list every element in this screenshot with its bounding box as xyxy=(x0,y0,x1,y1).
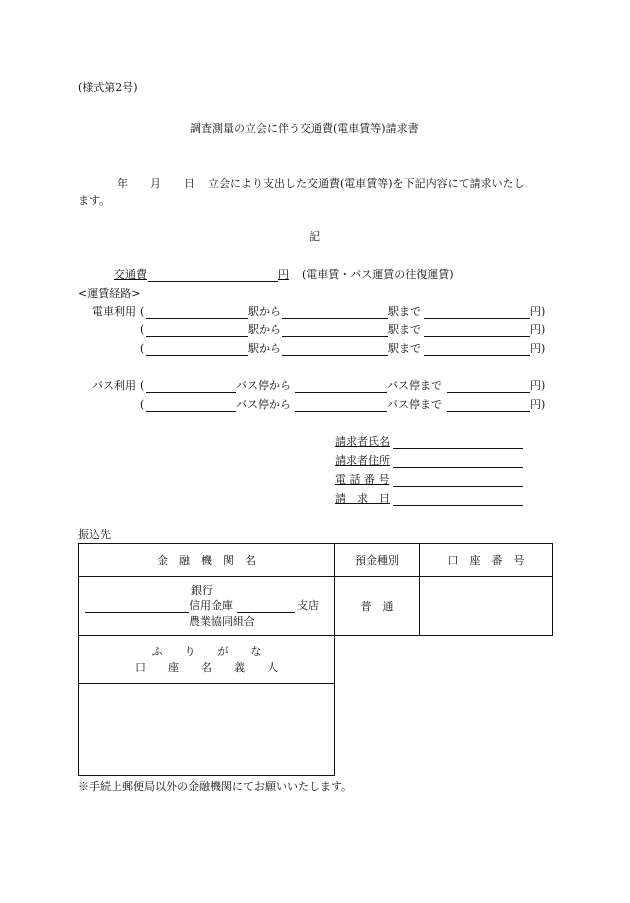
institution-header: 金 融 機 関 名 xyxy=(79,544,335,577)
bus-label: バス利用 xyxy=(92,379,136,392)
transfer-label: 振込先 xyxy=(78,528,111,541)
open-paren: ( xyxy=(140,398,145,411)
institution-cell[interactable] xyxy=(79,577,335,636)
origin-station-line[interactable] xyxy=(146,355,248,356)
from-stop-label: バス停から xyxy=(236,398,291,411)
to-station-label: 駅まで xyxy=(388,323,421,336)
from-station-label: 駅から xyxy=(248,342,281,355)
to-stop-label: バス停まで xyxy=(387,398,442,411)
origin-stop-line[interactable] xyxy=(146,392,236,393)
account-type-value: 普 通 xyxy=(360,600,394,613)
bus-fare-line[interactable] xyxy=(447,411,530,412)
yen-close-paren: 円) xyxy=(530,323,546,336)
ki-heading: 記 xyxy=(309,230,320,243)
document-title: 調査測量の立会に伴う交通費(電車賃等)請求書 xyxy=(190,122,419,135)
destination-station-line[interactable] xyxy=(282,336,388,337)
furigana-label: ふ り が な xyxy=(151,644,262,658)
intro-month: 月 xyxy=(150,177,161,190)
branch-label: 支店 xyxy=(297,599,319,612)
destination-stop-line[interactable] xyxy=(295,411,387,412)
phone-number-line[interactable] xyxy=(393,486,523,487)
open-paren: ( xyxy=(140,379,145,392)
bus-fare-line[interactable] xyxy=(447,392,530,393)
branch-name-line[interactable] xyxy=(237,612,295,613)
request-date-line[interactable] xyxy=(393,505,523,506)
destination-station-line[interactable] xyxy=(282,355,388,356)
fare-label: 交通費 xyxy=(114,268,147,281)
to-stop-label: バス停まで xyxy=(387,379,442,392)
requester-address-label: 請求者住所 xyxy=(335,454,390,467)
open-paren: ( xyxy=(140,342,145,355)
account-type-header: 預金種別 xyxy=(335,544,420,577)
intro-text-line2: ます。 xyxy=(78,194,111,207)
account-holder-name-cell[interactable] xyxy=(79,684,335,776)
yen-close-paren: 円) xyxy=(530,398,546,411)
yen-close-paren: 円) xyxy=(530,342,546,355)
intro-day: 日 xyxy=(184,177,195,190)
destination-station-line[interactable] xyxy=(282,318,388,319)
empty-area xyxy=(335,684,553,776)
destination-stop-line[interactable] xyxy=(295,392,387,393)
footnote: ※手続上郵便局以外の金融機関にてお願いいたします。 xyxy=(78,780,353,793)
account-type-cell xyxy=(335,577,420,636)
empty-area xyxy=(335,636,553,684)
origin-station-line[interactable] xyxy=(146,318,248,319)
train-label: 電車利用 xyxy=(92,305,136,318)
account-number-header: 口 座 番 号 xyxy=(420,544,553,577)
intro-year: 年 xyxy=(117,177,128,190)
open-paren: ( xyxy=(140,323,145,336)
route-heading: <運賃経路> xyxy=(78,287,141,300)
yen-close-paren: 円) xyxy=(530,305,546,318)
to-station-label: 駅まで xyxy=(388,342,421,355)
holder-header-cell xyxy=(79,636,335,684)
requester-name-line[interactable] xyxy=(393,448,523,449)
intro-text-line1: 立会により支出した交通費(電車賃等)を下記内容にて請求いたし xyxy=(208,177,525,190)
requester-address-line[interactable] xyxy=(393,467,523,468)
train-fare-line[interactable] xyxy=(424,336,530,337)
account-holder-label: 口 座 名 義 人 xyxy=(135,660,278,674)
bank-type-label: 銀行 xyxy=(191,584,213,597)
account-number-cell[interactable] xyxy=(420,577,553,636)
origin-stop-line[interactable] xyxy=(146,411,236,412)
from-station-label: 駅から xyxy=(248,323,281,336)
credit-union-type-label: 信用金庫 xyxy=(189,599,233,612)
institution-name-line[interactable] xyxy=(85,612,189,613)
requester-name-label: 請求者氏名 xyxy=(335,435,390,448)
from-stop-label: バス停から xyxy=(236,379,291,392)
open-paren: ( xyxy=(140,305,145,318)
from-station-label: 駅から xyxy=(248,305,281,318)
fare-yen: 円 xyxy=(278,268,289,281)
train-fare-line[interactable] xyxy=(424,355,530,356)
request-date-label: 請 求 日 xyxy=(335,492,390,505)
phone-number-label: 電 話 番 号 xyxy=(335,473,390,486)
form-number: (様式第2号) xyxy=(78,81,138,94)
agricultural-coop-type-label: 農業協同組合 xyxy=(189,615,255,628)
bank-account-table xyxy=(78,543,553,776)
fare-note: (電車賃・バス運賃の往復運賃) xyxy=(302,268,454,281)
to-station-label: 駅まで xyxy=(388,305,421,318)
fare-amount-line[interactable] xyxy=(148,281,278,282)
train-fare-line[interactable] xyxy=(424,318,530,319)
yen-close-paren: 円) xyxy=(530,379,546,392)
origin-station-line[interactable] xyxy=(146,336,248,337)
